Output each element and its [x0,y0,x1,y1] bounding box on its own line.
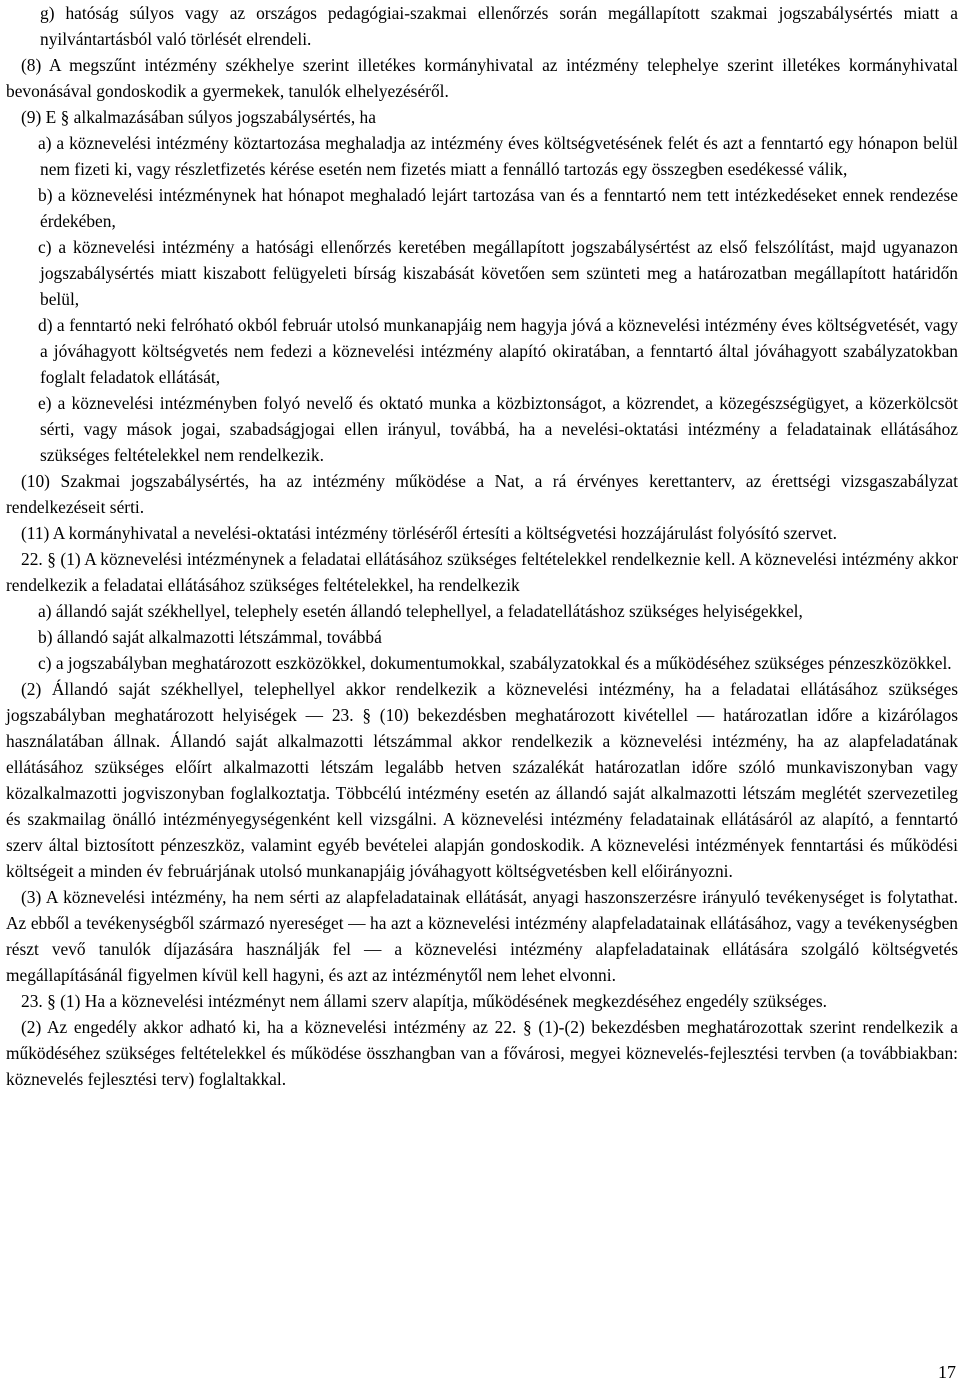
paragraph-22-3: (3) A köznevelési intézmény, ha nem sérti az alapfeladatainak ellátását, anyagi haszonszerzésre irányuló tevékenységet is folytathat. Az ebből a tevékenységből származó nyereséget — ha azt a köznevelési intézmény alapfeladatainak ellátásához, vagy a tevékenységben részt vevő tanulók díjazására használják fel — a köznevelési intézmény alapfeladatainak ellátására szolgáló költségvetés megállapításánál figyelmen kívül kell hagyni, és azt az intézménytől nem lehet elvonni. [6,887,958,985]
paragraph-9a: a) a köznevelési intézmény köztartozása meghaladja az intézmény éves költségvetésének felét és azt a fenntartó egy hónapon belül nem fizeti ki, vagy részletfizetés kérése esetén nem fizetés miatt a fennálló tartozás egy összegben esedékessé válik, [38,133,958,179]
paragraph-22-1: 22. § (1) A köznevelési intézménynek a feladatai ellátásához szükséges feltételekkel rendelkeznie kell. A köznevelési intézmény akkor rendelkezik a feladatai ellátásához szükséges feltételekkel, ha rendelkezik [6,549,958,595]
paragraph-9c: c) a köznevelési intézmény a hatósági ellenőrzés keretében megállapított jogszabálysértést az első felszólítást, majd ugyanazon jogszabálysértés miatt kiszabott felügyeleti bírság kiszabását követően sem szünteti meg a határozatban megállapított határidőn belül, [38,237,958,309]
paragraph-10: (10) Szakmai jogszabálysértés, ha az intézmény működése a Nat, a rá érvényes kerettanterv, az érettségi vizsgaszabályzat rendelkezéseit sérti. [6,471,958,517]
paragraph-8: (8) A megszűnt intézmény székhelye szerint illetékes kormányhivatal az intézmény telephelye szerint illetékes kormányhivatal bevonásával gondoskodik a gyermekek, tanulók elhelyezéséről. [6,55,958,101]
paragraph-9e: e) a köznevelési intézményben folyó nevelő és oktató munka a közbiztonságot, a közrendet, a közegészségügyet, a közerkölcsöt sérti, vagy mások jogai, szabadságjogai ellen irányul, továbbá, ha a nevelési-oktatási intézmény a feladatainak ellátásához szükséges feltételekkel nem rendelkezik. [38,393,958,465]
paragraph-22-1a: a) állandó saját székhellyel, telephely esetén állandó telephellyel, a feladatellátáshoz szükséges helyiségekkel, [38,601,803,621]
paragraph-9b: b) a köznevelési intézménynek hat hónapot meghaladó lejárt tartozása van és a fenntartó nem tett intézkedéseket ennek rendezése érdekében, [38,185,958,231]
paragraph-9d: d) a fenntartó neki felróható okból február utolsó munkanapjáig nem hagyja jóvá a köznevelési intézmény éves költségvetését, vagy a jóváhagyott költségvetés nem fedezi a köznevelési intézmény alapító okiratában, a fenntartó által jóváhagyott szabályzatokban foglalt feladatok ellátását, [38,315,958,387]
paragraph-11: (11) A kormányhivatal a nevelési-oktatási intézmény törléséről értesíti a költségvetési hozzájárulást folyósító szervet. [21,523,837,543]
paragraph-23-1: 23. § (1) Ha a köznevelési intézményt nem állami szerv alapítja, működésének megkezdéséhez engedély szükséges. [21,991,827,1011]
paragraph-g: g) hatóság súlyos vagy az országos pedagógiai-szakmai ellenőrzés során megállapított szakmai jogszabálysértés miatt a nyilvántartásból való törlését elrendeli. [40,3,958,49]
paragraph-22-1b: b) állandó saját alkalmazotti létszámmal, továbbá [38,627,382,647]
paragraph-23-2: (2) Az engedély akkor adható ki, ha a köznevelési intézmény az 22. § (1)-(2) bekezdésben meghatározottak szerint rendelkezik a működéséhez szükséges feltételekkel és működése összhangban van a fővárosi, megyei köznevelés-fejlesztési tervben (a továbbiakban: köznevelés fejlesztési terv) foglaltakkal. [6,1017,958,1089]
paragraph-22-1c: c) a jogszabályban meghatározott eszközökkel, dokumentumokkal, szabályzatokkal és a működéséhez szükséges pénzeszközökkel. [38,653,952,673]
paragraph-9: (9) E § alkalmazásában súlyos jogszabálysértés, ha [21,107,376,127]
document-body [6,0,958,1092]
paragraph-22-2: (2) Állandó saját székhellyel, telephellyel akkor rendelkezik a köznevelési intézmény, ha a feladatai ellátásához szükséges jogszabályban meghatározott helyiségek — 23. § (10) bekezdésben meghatározott kivétellel — határozatlan időre a kizárólagos használatában állnak. Állandó saját alkalmazotti létszámmal akkor rendelkezik a köznevelési intézmény, ha az alapfeladatának ellátásához szükséges előírt alkalmazotti létszám legalább hetven százalékát határozatlan időre szóló munkaviszonyban vagy közalkalmazotti jogviszonyban foglalkoztatja. Többcélú intézmény esetén az állandó saját alkalmazotti létszám meglétét szervezetileg és szakmailag önálló intézményegységenként kell vizsgálni. A köznevelési intézmény feladatainak ellátásáról az alapító, a fenntartó szerv által biztosított pénzeszköz, valamint egyéb bevételei alapján gondoskodik. A köznevelési intézmények fenntartási és működési költségeit a minden év februárjának utolsó munkanapjáig jóváhagyott költségvetésben kell előirányozni. [6,679,958,881]
page-number: 17 [938,1362,956,1382]
